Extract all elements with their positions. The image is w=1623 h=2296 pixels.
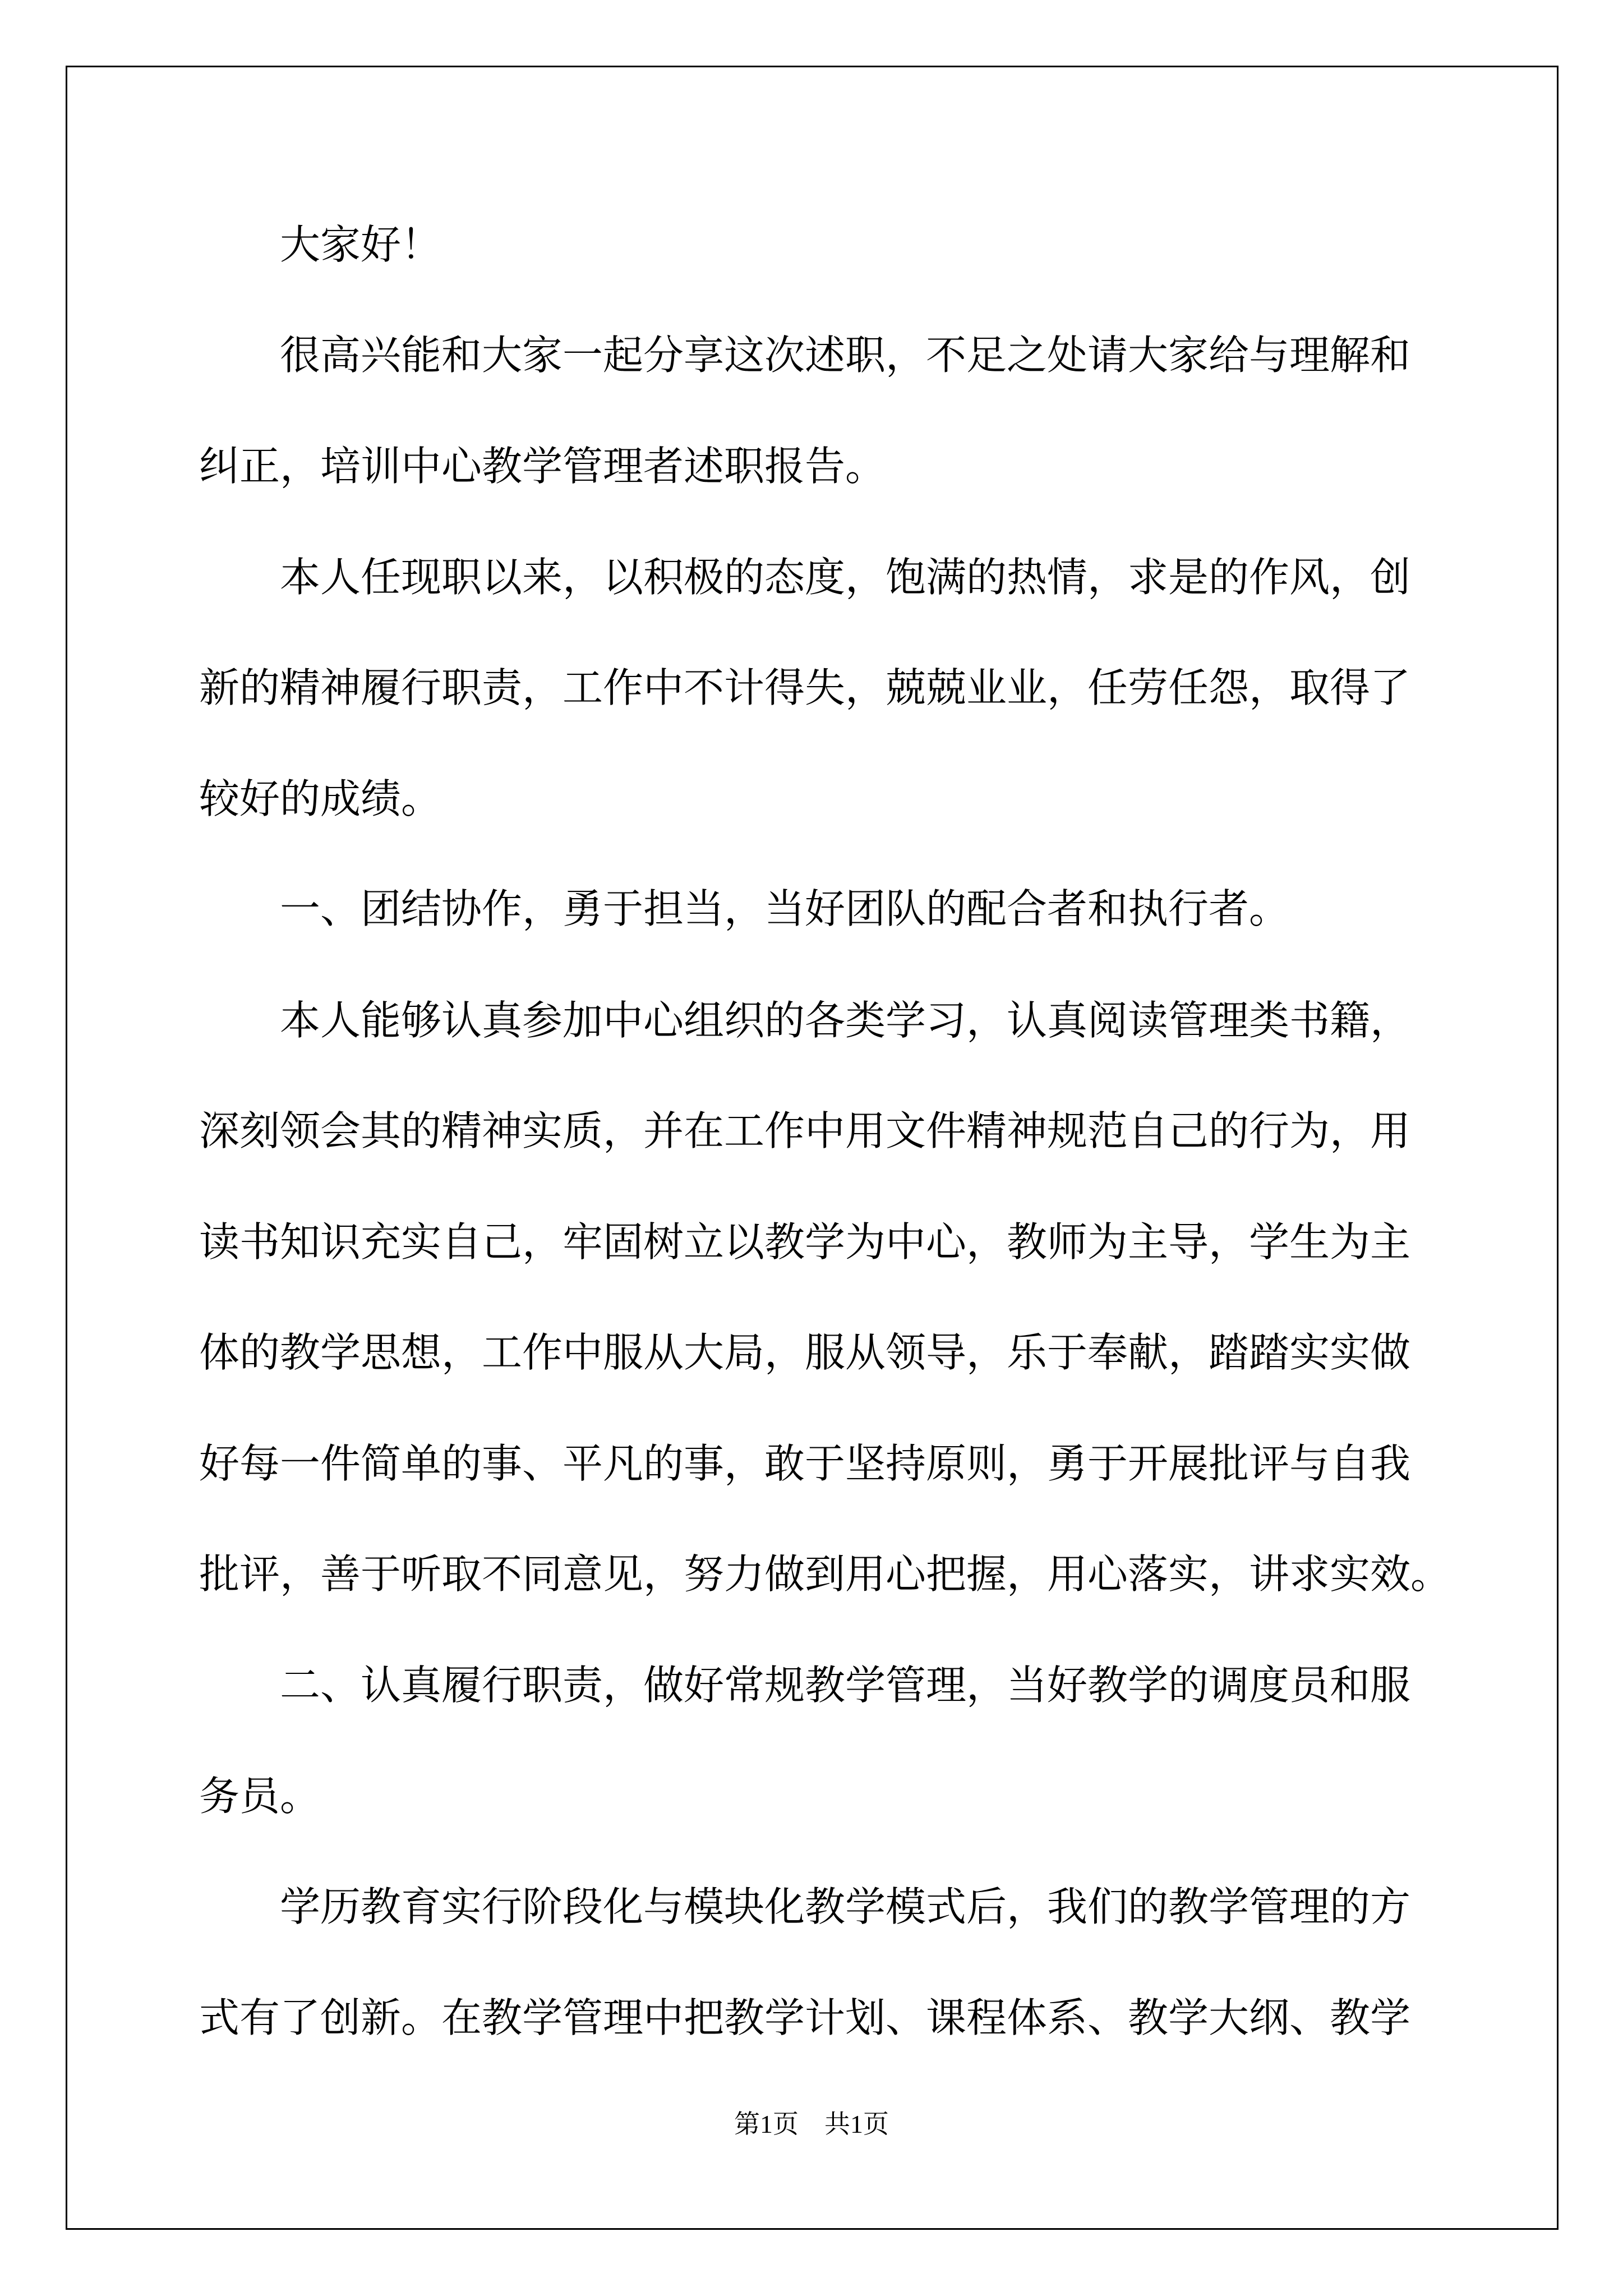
paragraph-line: 深刻领会其的精神实质，并在工作中用文件精神规范自己的行为，用 bbox=[199, 1107, 1411, 1154]
paragraph-line: 本人任现职以来，以积极的态度，饱满的热情，求是的作风，创 bbox=[199, 554, 1411, 601]
paragraph-line: 好每一件简单的事、平凡的事，敢于坚持原则，勇于开展批评与自我 bbox=[199, 1440, 1411, 1487]
paragraph-line: 新的精神履行职责，工作中不计得失，兢兢业业，任劳任怨，取得了 bbox=[199, 664, 1411, 711]
paragraph-line: 读书知识充实自己，牢固树立以教学为中心，教师为主导，学生为主 bbox=[199, 1218, 1411, 1266]
paragraph-line: 很高兴能和大家一起分享这次述职，不足之处请大家给与理解和 bbox=[199, 332, 1411, 379]
paragraph-line: 较好的成绩。 bbox=[199, 775, 442, 822]
paragraph-line: 学历教育实行阶段化与模块化教学模式后，我们的教学管理的方 bbox=[199, 1883, 1411, 1930]
paragraph-line: 务员。 bbox=[199, 1773, 321, 1820]
paragraph-line: 式有了创新。在教学管理中把教学计划、课程体系、教学大纲、教学 bbox=[199, 1994, 1411, 2041]
paragraph-line: 体的教学思想，工作中服从大局，服从领导，乐于奉献，踏踏实实做 bbox=[199, 1329, 1411, 1376]
greeting-line: 大家好！ bbox=[199, 221, 442, 268]
paragraph-line: 纠正，培训中心教学管理者述职报告。 bbox=[199, 443, 886, 490]
paragraph-line: 本人能够认真参加中心组织的各类学习，认真阅读管理类书籍， bbox=[199, 997, 1411, 1044]
section-heading-1: 一、团结协作，勇于担当，当好团队的配合者和执行者。 bbox=[199, 885, 1290, 932]
page-footer: 第1页 共1页 bbox=[734, 2110, 889, 2138]
paragraph-line: 批评，善于听取不同意见，努力做到用心把握，用心落实，讲求实效。 bbox=[199, 1550, 1451, 1598]
section-heading-2: 二、认真履行职责，做好常规教学管理，当好教学的调度员和服 bbox=[199, 1662, 1411, 1709]
